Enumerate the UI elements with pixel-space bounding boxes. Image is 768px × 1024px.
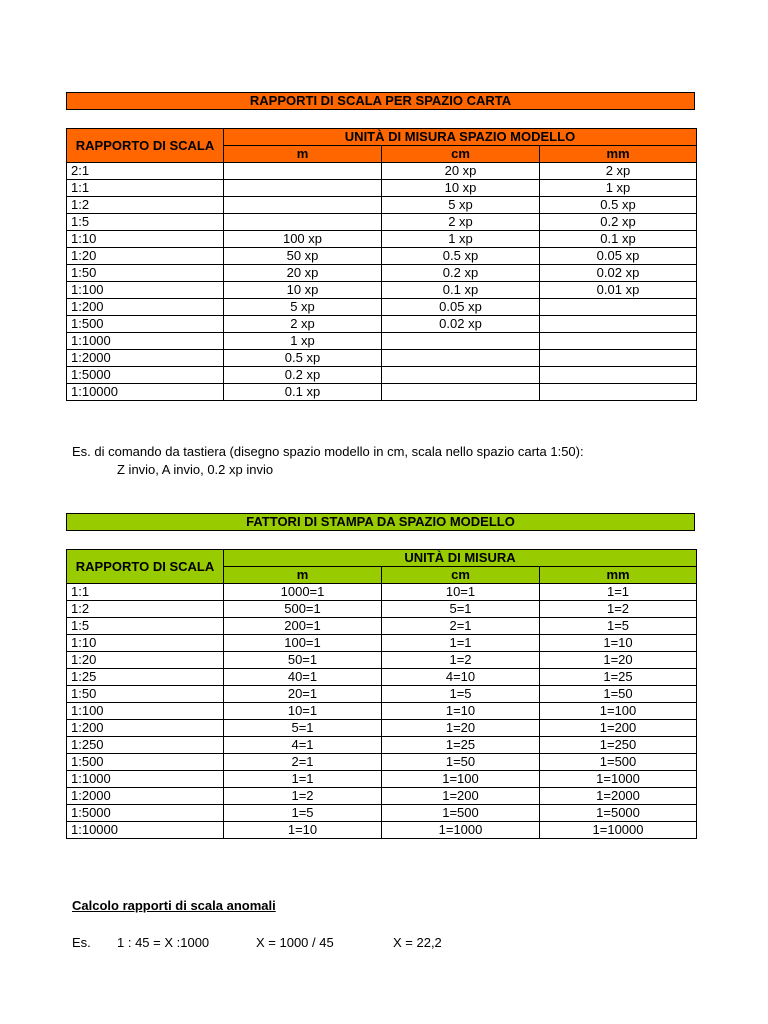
value-cell bbox=[224, 163, 382, 180]
unit-group-header: UNITÀ DI MISURA SPAZIO MODELLO bbox=[224, 129, 697, 146]
scale-ratios-title: RAPPORTI DI SCALA PER SPAZIO CARTA bbox=[66, 92, 695, 110]
value-cell: 1=1 bbox=[224, 771, 382, 788]
value-cell: 5 xp bbox=[382, 197, 540, 214]
value-cell: 1 xp bbox=[382, 231, 540, 248]
value-cell bbox=[540, 367, 697, 384]
table-row bbox=[67, 214, 697, 231]
table-row bbox=[67, 163, 697, 180]
value-cell: 0.02 xp bbox=[540, 265, 697, 282]
value-cell: 1=5 bbox=[540, 618, 697, 635]
value-cell: 10 xp bbox=[382, 180, 540, 197]
col-header-m: m bbox=[224, 567, 382, 584]
value-cell: 1=10 bbox=[382, 703, 540, 720]
table-row bbox=[67, 720, 697, 737]
scale-ratio-cell: 1:20 bbox=[67, 652, 224, 669]
value-cell: 1=20 bbox=[382, 720, 540, 737]
value-cell: 1=5000 bbox=[540, 805, 697, 822]
value-cell: 100=1 bbox=[224, 635, 382, 652]
value-cell: 0.2 xp bbox=[382, 265, 540, 282]
table-row bbox=[67, 350, 697, 367]
value-cell: 10=1 bbox=[224, 703, 382, 720]
value-cell: 0.2 xp bbox=[224, 367, 382, 384]
value-cell bbox=[382, 350, 540, 367]
value-cell: 1=200 bbox=[540, 720, 697, 737]
value-cell: 200=1 bbox=[224, 618, 382, 635]
table-row bbox=[67, 788, 697, 805]
scale-ratio-cell: 1:100 bbox=[67, 703, 224, 720]
scale-ratio-cell: 1:2000 bbox=[67, 788, 224, 805]
value-cell: 5=1 bbox=[224, 720, 382, 737]
value-cell: 1=250 bbox=[540, 737, 697, 754]
calc-es-label: Es. bbox=[72, 935, 91, 950]
table-row bbox=[67, 686, 697, 703]
value-cell bbox=[224, 180, 382, 197]
example-command-keys: Z invio, A invio, 0.2 xp invio bbox=[117, 462, 274, 477]
table-row bbox=[67, 316, 697, 333]
scale-ratio-cell: 1:5 bbox=[67, 618, 224, 635]
value-cell: 2=1 bbox=[224, 754, 382, 771]
value-cell: 0.1 xp bbox=[224, 384, 382, 401]
scale-ratio-cell: 1:100 bbox=[67, 282, 224, 299]
scale-ratio-cell: 2:1 bbox=[67, 163, 224, 180]
value-cell: 100 xp bbox=[224, 231, 382, 248]
print-factors-title: FATTORI DI STAMPA DA SPAZIO MODELLO bbox=[66, 513, 695, 531]
value-cell: 10=1 bbox=[382, 584, 540, 601]
value-cell: 1=2 bbox=[224, 788, 382, 805]
value-cell: 1=2000 bbox=[540, 788, 697, 805]
value-cell: 1=10 bbox=[224, 822, 382, 839]
scale-ratio-cell: 1:2000 bbox=[67, 350, 224, 367]
value-cell: 0.1 xp bbox=[382, 282, 540, 299]
value-cell: 0.05 xp bbox=[540, 248, 697, 265]
table-row bbox=[67, 384, 697, 401]
scale-ratio-cell: 1:1000 bbox=[67, 333, 224, 350]
col-header-cm: cm bbox=[382, 567, 540, 584]
value-cell: 0.1 xp bbox=[540, 231, 697, 248]
unit-group-header: UNITÀ DI MISURA bbox=[224, 550, 697, 567]
table-row bbox=[67, 652, 697, 669]
value-cell bbox=[224, 214, 382, 231]
value-cell: 500=1 bbox=[224, 601, 382, 618]
value-cell: 4=1 bbox=[224, 737, 382, 754]
scale-ratio-cell: 1:10 bbox=[67, 231, 224, 248]
value-cell bbox=[540, 299, 697, 316]
value-cell: 1=1000 bbox=[540, 771, 697, 788]
value-cell: 20=1 bbox=[224, 686, 382, 703]
value-cell: 1=1 bbox=[540, 584, 697, 601]
value-cell: 1=25 bbox=[382, 737, 540, 754]
rapporto-di-scala-header: RAPPORTO DI SCALA bbox=[67, 129, 224, 163]
table-row bbox=[67, 584, 697, 601]
value-cell: 0.2 xp bbox=[540, 214, 697, 231]
value-cell: 2=1 bbox=[382, 618, 540, 635]
value-cell: 1000=1 bbox=[224, 584, 382, 601]
value-cell: 1=10000 bbox=[540, 822, 697, 839]
paper-space-scale-table bbox=[66, 128, 697, 401]
table-row bbox=[67, 282, 697, 299]
table-row bbox=[67, 333, 697, 350]
value-cell bbox=[382, 333, 540, 350]
value-cell: 2 xp bbox=[540, 163, 697, 180]
table-row bbox=[67, 618, 697, 635]
value-cell: 5 xp bbox=[224, 299, 382, 316]
value-cell bbox=[224, 197, 382, 214]
calc-result: X = 22,2 bbox=[393, 935, 442, 950]
value-cell: 1=500 bbox=[382, 805, 540, 822]
value-cell: 0.5 xp bbox=[224, 350, 382, 367]
scale-ratio-cell: 1:50 bbox=[67, 265, 224, 282]
scale-ratio-cell: 1:200 bbox=[67, 720, 224, 737]
table-row bbox=[67, 299, 697, 316]
value-cell: 50=1 bbox=[224, 652, 382, 669]
scale-ratio-cell: 1:1 bbox=[67, 180, 224, 197]
scale-ratio-cell: 1:1000 bbox=[67, 771, 224, 788]
value-cell: 2 xp bbox=[224, 316, 382, 333]
value-cell bbox=[540, 333, 697, 350]
value-cell: 1=2 bbox=[540, 601, 697, 618]
scale-ratio-cell: 1:25 bbox=[67, 669, 224, 686]
value-cell: 1=1 bbox=[382, 635, 540, 652]
scale-ratio-cell: 1:10000 bbox=[67, 822, 224, 839]
table-row bbox=[67, 822, 697, 839]
scale-ratio-cell: 1:500 bbox=[67, 754, 224, 771]
value-cell: 1=5 bbox=[224, 805, 382, 822]
table-row bbox=[67, 771, 697, 788]
table-row bbox=[67, 265, 697, 282]
table-row bbox=[67, 367, 697, 384]
col-header-mm: mm bbox=[540, 567, 697, 584]
value-cell: 0.02 xp bbox=[382, 316, 540, 333]
scale-ratio-cell: 1:10 bbox=[67, 635, 224, 652]
value-cell: 1=1000 bbox=[382, 822, 540, 839]
value-cell: 1=20 bbox=[540, 652, 697, 669]
table-row bbox=[67, 197, 697, 214]
table-row bbox=[67, 737, 697, 754]
scale-ratio-cell: 1:10000 bbox=[67, 384, 224, 401]
value-cell: 0.5 xp bbox=[540, 197, 697, 214]
value-cell: 1=100 bbox=[382, 771, 540, 788]
table-row bbox=[67, 248, 697, 265]
print-factors-rows bbox=[67, 584, 697, 839]
value-cell bbox=[540, 316, 697, 333]
value-cell: 1=100 bbox=[540, 703, 697, 720]
scale-ratio-cell: 1:50 bbox=[67, 686, 224, 703]
value-cell: 1=25 bbox=[540, 669, 697, 686]
table-row bbox=[67, 703, 697, 720]
value-cell: 1 xp bbox=[224, 333, 382, 350]
value-cell: 0.01 xp bbox=[540, 282, 697, 299]
scale-ratio-cell: 1:20 bbox=[67, 248, 224, 265]
value-cell bbox=[540, 384, 697, 401]
col-header-cm: cm bbox=[382, 146, 540, 163]
col-header-m: m bbox=[224, 146, 382, 163]
value-cell: 0.5 xp bbox=[382, 248, 540, 265]
scale-ratio-cell: 1:500 bbox=[67, 316, 224, 333]
value-cell: 1=5 bbox=[382, 686, 540, 703]
value-cell: 0.05 xp bbox=[382, 299, 540, 316]
table-row bbox=[67, 601, 697, 618]
value-cell: 20 xp bbox=[224, 265, 382, 282]
value-cell: 40=1 bbox=[224, 669, 382, 686]
value-cell: 1=50 bbox=[382, 754, 540, 771]
calc-division: X = 1000 / 45 bbox=[256, 935, 334, 950]
value-cell: 1=10 bbox=[540, 635, 697, 652]
value-cell: 10 xp bbox=[224, 282, 382, 299]
table-row bbox=[67, 669, 697, 686]
table-row bbox=[67, 754, 697, 771]
print-factors-table bbox=[66, 549, 697, 839]
scale-ratio-cell: 1:200 bbox=[67, 299, 224, 316]
anomalous-ratio-heading: Calcolo rapporti di scala anomali bbox=[72, 898, 276, 913]
scale-ratio-cell: 1:2 bbox=[67, 197, 224, 214]
scale-ratio-cell: 1:250 bbox=[67, 737, 224, 754]
table-row bbox=[67, 231, 697, 248]
scale-ratio-cell: 1:5 bbox=[67, 214, 224, 231]
value-cell: 1=2 bbox=[382, 652, 540, 669]
col-header-mm: mm bbox=[540, 146, 697, 163]
scale-ratio-cell: 1:5000 bbox=[67, 367, 224, 384]
value-cell bbox=[382, 384, 540, 401]
scale-ratio-cell: 1:2 bbox=[67, 601, 224, 618]
value-cell: 1=200 bbox=[382, 788, 540, 805]
value-cell: 5=1 bbox=[382, 601, 540, 618]
rapporto-di-scala-header: RAPPORTO DI SCALA bbox=[67, 550, 224, 584]
scale-ratio-cell: 1:1 bbox=[67, 584, 224, 601]
example-command-description: Es. di comando da tastiera (disegno spazio modello in cm, scala nello spazio carta 1:50): bbox=[72, 444, 584, 459]
table-row bbox=[67, 180, 697, 197]
value-cell bbox=[540, 350, 697, 367]
value-cell: 20 xp bbox=[382, 163, 540, 180]
value-cell bbox=[382, 367, 540, 384]
scale-ratio-cell: 1:5000 bbox=[67, 805, 224, 822]
value-cell: 50 xp bbox=[224, 248, 382, 265]
table-row bbox=[67, 635, 697, 652]
calc-proportion: 1 : 45 = X :1000 bbox=[117, 935, 210, 950]
value-cell: 2 xp bbox=[382, 214, 540, 231]
table-row bbox=[67, 805, 697, 822]
value-cell: 1=50 bbox=[540, 686, 697, 703]
value-cell: 1=500 bbox=[540, 754, 697, 771]
paper-space-scale-rows bbox=[67, 163, 697, 401]
value-cell: 4=10 bbox=[382, 669, 540, 686]
value-cell: 1 xp bbox=[540, 180, 697, 197]
